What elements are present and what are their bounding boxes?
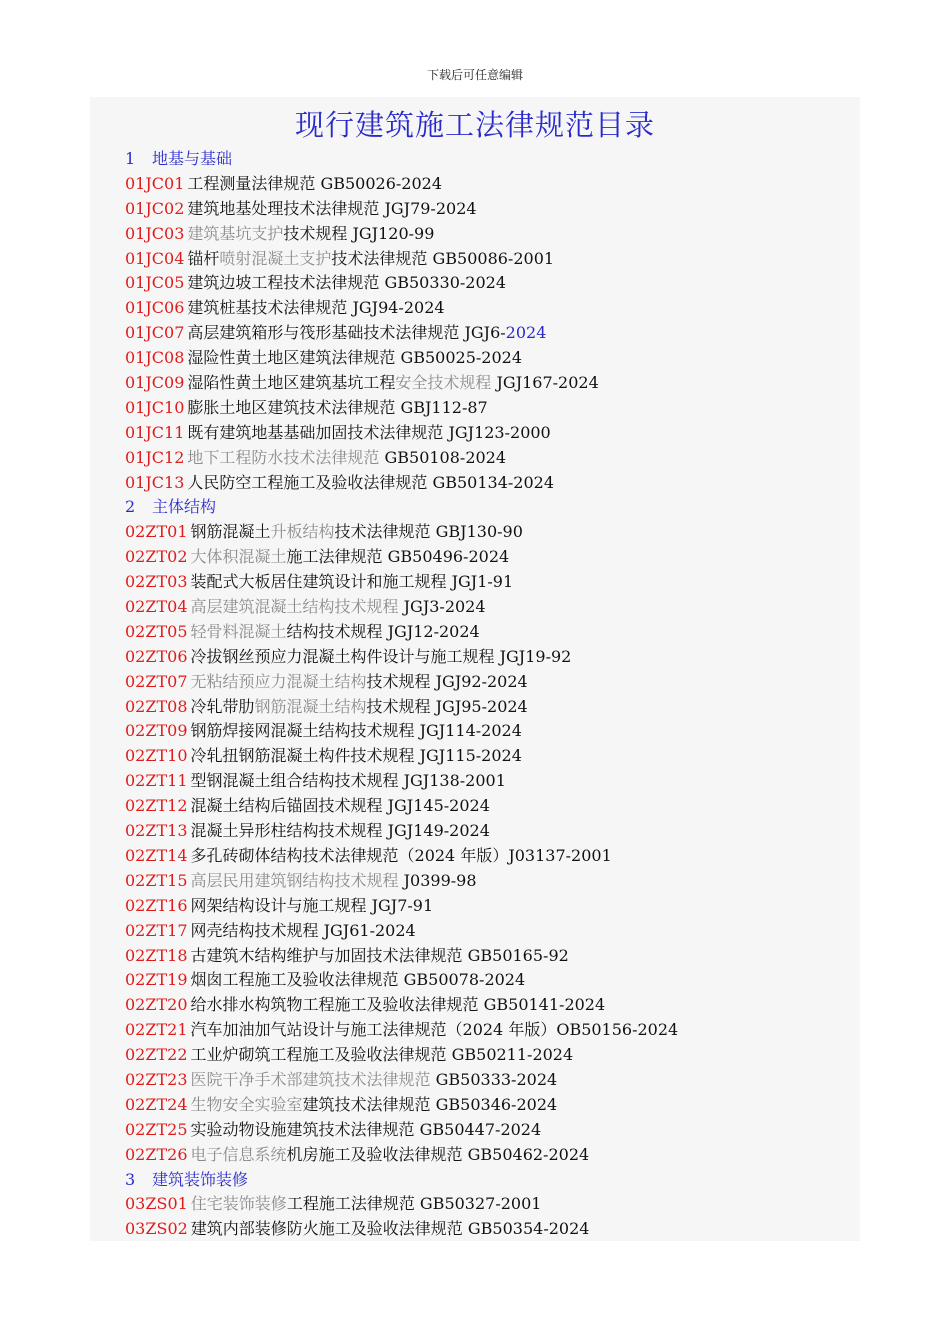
standard-code: 01JC12 — [125, 447, 185, 467]
standard-item — [125, 371, 855, 396]
standard-title-text: 无粘结预应力混凝土结构 — [190, 671, 367, 691]
standard-title-text: 钢筋混凝土结构 — [254, 696, 367, 716]
document-title: 现行建筑施工法律规范目录 — [294, 108, 655, 142]
standard-item — [125, 520, 855, 545]
standard-item — [125, 471, 855, 496]
standard-code: 02ZT18 — [125, 945, 188, 965]
standard-item — [125, 620, 855, 645]
standard-title-text: 施工法律规范 GB50496-2024 — [286, 547, 510, 567]
standard-item — [125, 396, 855, 421]
standard-title-text: GB50333-2024 — [430, 1069, 558, 1089]
section-name: 建筑装饰装修 — [152, 1169, 249, 1189]
standard-item — [125, 993, 855, 1018]
standard-title-text: 锚杆 — [187, 248, 220, 268]
standard-code: 02ZT17 — [125, 920, 188, 940]
standard-title-text: 建筑桩基技术法律规范 JGJ94-2024 — [187, 298, 445, 318]
standard-code: 02ZT04 — [125, 597, 188, 617]
standard-item — [125, 1118, 855, 1143]
standard-code: 01JC02 — [125, 198, 185, 218]
standard-item — [125, 321, 855, 346]
standard-code: 02ZT20 — [125, 995, 188, 1015]
standard-title-text: 钢筋混凝土 — [190, 522, 271, 542]
standard-code: 02ZT23 — [125, 1069, 188, 1089]
standard-title-text: 技术规程 JGJ92-2024 — [366, 671, 528, 691]
standard-item — [125, 819, 855, 844]
section-heading — [125, 1168, 855, 1193]
standard-title-text: 高层民用建筑钢结构技术规程 — [190, 870, 399, 890]
standard-title-text: 2024 — [505, 323, 547, 343]
standard-code: 03ZS02 — [125, 1219, 188, 1239]
standard-item — [125, 744, 855, 769]
standard-code: 01JC11 — [125, 422, 185, 442]
standard-title-text: 医院干净手术部建筑技术法律规范 — [190, 1069, 431, 1089]
standard-code: 02ZT21 — [125, 1020, 188, 1040]
standard-item — [125, 247, 855, 272]
standard-title-text: 工程施工法律规范 GB50327-2001 — [286, 1194, 542, 1214]
standard-title-text: 实验动物设施建筑技术法律规范 GB50447-2024 — [190, 1119, 542, 1139]
standard-title-text: 型钢混凝土组合结构技术规程 JGJ138-2001 — [190, 771, 506, 791]
standard-title-text: 结构技术规程 JGJ12-2024 — [286, 621, 480, 641]
standard-title-text: 给水排水构筑物工程施工及验收法律规范 GB50141-2024 — [190, 995, 606, 1015]
standard-code: 01JC05 — [125, 273, 185, 293]
standard-code: 02ZT03 — [125, 572, 188, 592]
standard-title-text: JGJ3-2024 — [398, 597, 486, 617]
standard-item — [125, 844, 855, 869]
standard-item — [125, 894, 855, 919]
page-header-note: 下载后可任意编辑 — [426, 68, 523, 82]
standard-title-text: 钢筋焊接网混凝土结构技术规程 JGJ114-2024 — [190, 721, 522, 741]
standard-title-text: 湿险性黄土地区建筑法律规范 GB50025-2024 — [187, 348, 523, 368]
standard-item — [125, 869, 855, 894]
standard-item — [125, 570, 855, 595]
standard-code: 02ZT16 — [125, 895, 188, 915]
standard-item — [125, 769, 855, 794]
standard-code: 01JC03 — [125, 223, 185, 243]
standard-title-text: 混凝土异形柱结构技术规程 JGJ149-2024 — [190, 821, 490, 841]
standard-code: 01JC06 — [125, 298, 185, 318]
standard-code: 02ZT14 — [125, 845, 188, 865]
standard-code: 02ZT11 — [125, 771, 188, 791]
standard-item — [125, 1192, 855, 1217]
section-name: 主体结构 — [152, 497, 217, 517]
standard-item — [125, 1018, 855, 1043]
standard-title-text: JGJ167-2024 — [491, 373, 599, 393]
standard-code: 02ZT12 — [125, 796, 188, 816]
standard-title-text: 安全技术规程 — [395, 373, 492, 393]
standard-title-text: 电子信息系统 — [190, 1144, 287, 1164]
section-number: 1 — [125, 149, 136, 168]
standard-item — [125, 172, 855, 197]
standard-item — [125, 222, 855, 247]
standard-code: 02ZT02 — [125, 547, 188, 567]
standard-item — [125, 1043, 855, 1068]
standard-item — [125, 296, 855, 321]
section-number: 2 — [125, 497, 136, 517]
standard-code: 02ZT01 — [125, 522, 188, 542]
standard-title-text: 高层建筑混凝土结构技术规程 — [190, 597, 399, 617]
standard-code: 02ZT25 — [125, 1119, 188, 1139]
standard-code: 01JC08 — [125, 348, 185, 368]
standard-title-text: 建筑技术法律规范 GB50346-2024 — [302, 1094, 558, 1114]
standard-code: 01JC10 — [125, 397, 185, 417]
standards-list — [125, 147, 855, 1242]
standard-code: 02ZT22 — [125, 1045, 188, 1065]
standard-title-text: 既有建筑地基基础加固技术法律规范 JGJ123-2000 — [187, 422, 551, 442]
standard-code: 01JC13 — [125, 472, 185, 492]
standard-title-text: 生物安全实验室 — [190, 1094, 303, 1114]
standard-code: 02ZT26 — [125, 1144, 188, 1164]
standard-item — [125, 1093, 855, 1118]
standard-code: 01JC09 — [125, 373, 185, 393]
standard-title-text: 混凝土结构后锚固技术规程 JGJ145-2024 — [190, 796, 490, 816]
standard-title-text: 湿陷性黄土地区建筑基坑工程 — [187, 373, 396, 393]
standard-title-text: 技术法律规范 GB50086-2001 — [331, 248, 555, 268]
standard-code: 01JC01 — [125, 173, 185, 193]
standard-code: 02ZT13 — [125, 821, 188, 841]
standard-item — [125, 346, 855, 371]
standard-title-text: 建筑基坑支护 — [187, 223, 284, 243]
standard-code: 02ZT10 — [125, 746, 188, 766]
standard-title-text: 建筑内部装修防火施工及验收法律规范 GB50354-2024 — [190, 1219, 590, 1239]
standard-item — [125, 670, 855, 695]
section-name: 地基与基础 — [152, 149, 233, 168]
standard-item — [125, 968, 855, 993]
standard-code: 02ZT06 — [125, 646, 188, 666]
standard-title-text: 工业炉砌筑工程施工及验收法律规范 GB50211-2024 — [190, 1045, 574, 1065]
standard-title-text: 住宅装饰装修 — [190, 1194, 287, 1214]
standard-item — [125, 595, 855, 620]
standard-title-text: 冷轧扭钢筋混凝土构件技术规程 JGJ115-2024 — [190, 746, 522, 766]
standard-code: 02ZT19 — [125, 970, 188, 990]
standard-code: 02ZT08 — [125, 696, 188, 716]
standard-code: 01JC04 — [125, 248, 185, 268]
standard-code: 02ZT24 — [125, 1094, 188, 1114]
standard-title-text: 喷射混凝土支护 — [219, 248, 332, 268]
standard-title-text: 建筑边坡工程技术法律规范 GB50330-2024 — [187, 273, 507, 293]
standard-title-text: 古建筑木结构维护与加固技术法律规范 GB50165-92 — [190, 945, 569, 965]
standard-title-text: 冷拔钢丝预应力混凝土构件设计与施工规程 JGJ19-92 — [190, 646, 572, 666]
standard-title-text: 地下工程防水技术法律规范 — [187, 447, 380, 467]
standard-title-text: 人民防空工程施工及验收法律规范 GB50134-2024 — [187, 472, 555, 492]
standard-item — [125, 919, 855, 944]
standard-item — [125, 719, 855, 744]
section-heading — [125, 147, 855, 172]
standard-title-text: 轻骨料混凝土 — [190, 621, 287, 641]
standard-item — [125, 794, 855, 819]
section-heading — [125, 495, 855, 520]
standard-code: 02ZT09 — [125, 721, 188, 741]
standard-code: 01JC07 — [125, 323, 185, 343]
standard-title-text: 工程测量法律规范 GB50026-2024 — [187, 173, 443, 193]
standard-item — [125, 1068, 855, 1093]
standard-title-text: 膨胀土地区建筑技术法律规范 GBJ112-87 — [187, 397, 488, 417]
standard-item — [125, 695, 855, 720]
standard-code: 02ZT05 — [125, 621, 188, 641]
standard-title-text: 建筑地基处理技术法律规范 JGJ79-2024 — [187, 198, 477, 218]
standard-title-text: 网架结构设计与施工规程 JGJ7-91 — [190, 895, 434, 915]
standard-item — [125, 545, 855, 570]
standard-title-text: 升板结构 — [270, 522, 335, 542]
standard-item — [125, 1143, 855, 1168]
standard-title-text: 高层建筑箱形与筏形基础技术法律规范 JGJ6- — [187, 323, 506, 343]
standard-title-text: GB50108-2024 — [379, 447, 507, 467]
standard-item — [125, 421, 855, 446]
standard-item — [125, 271, 855, 296]
standard-title-text: 技术法律规范 GBJ130-90 — [334, 522, 523, 542]
standard-code: 03ZS01 — [125, 1194, 188, 1214]
standard-title-text: 技术规程 JGJ95-2024 — [366, 696, 528, 716]
standard-item — [125, 944, 855, 969]
section-number: 3 — [125, 1169, 136, 1189]
standard-title-text: 网壳结构技术规程 JGJ61-2024 — [190, 920, 416, 940]
standard-title-text: 机房施工及验收法律规范 GB50462-2024 — [286, 1144, 590, 1164]
standard-item — [125, 645, 855, 670]
standard-title-text: 冷轧带肋 — [190, 696, 255, 716]
standard-item — [125, 197, 855, 222]
standard-title-text: 装配式大板居住建筑设计和施工规程 JGJ1-91 — [190, 572, 514, 592]
standard-title-text: 技术规程 JGJ120-99 — [283, 223, 435, 243]
standard-title-text: 汽车加油加气站设计与施工法律规范（2024 年版）OB50156-2024 — [190, 1020, 679, 1040]
standard-title-text: 烟囱工程施工及验收法律规范 GB50078-2024 — [190, 970, 526, 990]
standard-item — [125, 446, 855, 471]
standard-title-text: 多孔砖砌体结构技术法律规范（2024 年版）J03137-2001 — [190, 845, 612, 865]
standard-title-text: J0399-98 — [398, 870, 477, 890]
standard-code: 02ZT07 — [125, 671, 188, 691]
standard-title-text: 大体积混凝土 — [190, 547, 287, 567]
standard-code: 02ZT15 — [125, 870, 188, 890]
standard-item — [125, 1217, 855, 1242]
